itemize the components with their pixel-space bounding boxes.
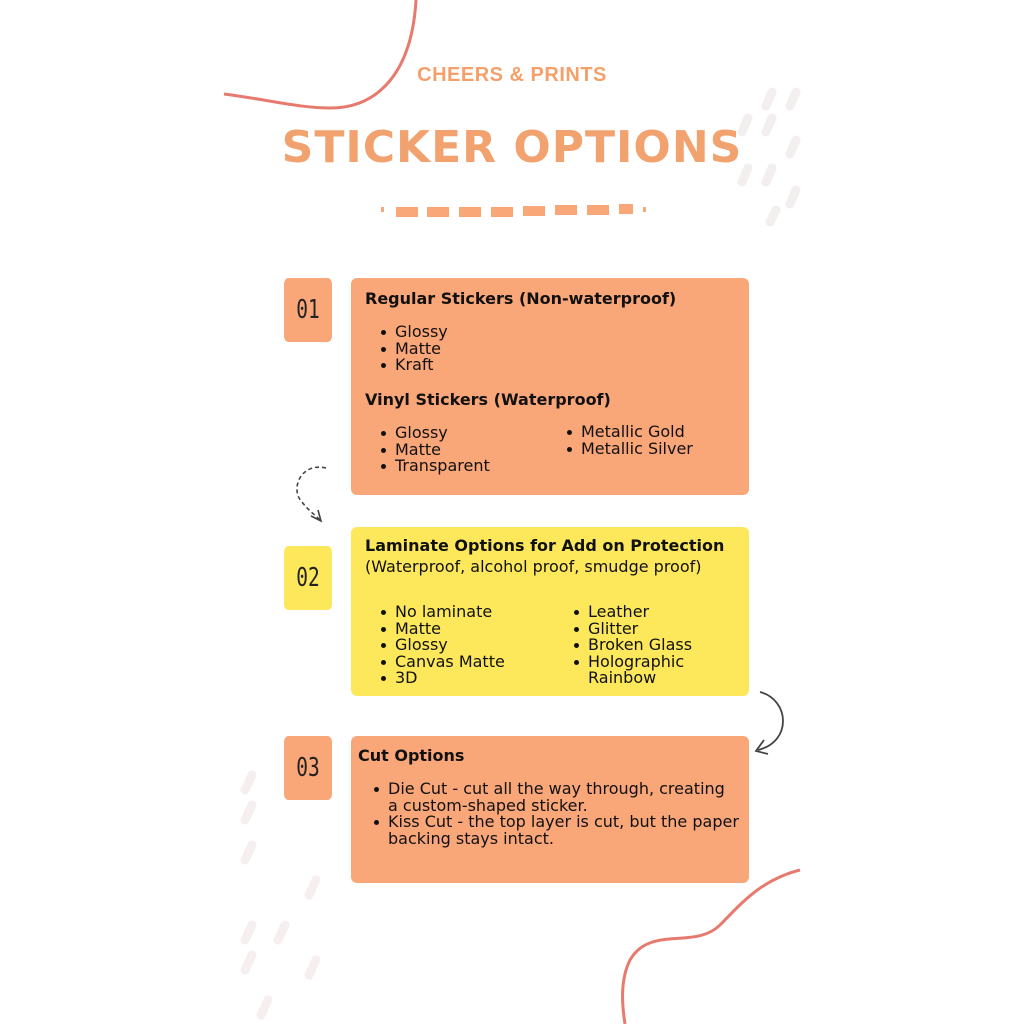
- list-item: Kiss Cut - the top layer is cut, but the paper backing stays intact.: [388, 814, 744, 847]
- list-item: 3D: [395, 670, 505, 687]
- cut-options-list: [388, 781, 744, 847]
- step-number-03: 03: [284, 736, 332, 800]
- list-item: Die Cut - cut all the way through, creating a custom-shaped sticker.: [388, 781, 744, 814]
- list-item: Glossy: [395, 637, 505, 654]
- list-item: Leather: [588, 604, 692, 621]
- vinyl-stickers-list-col2: [581, 424, 693, 457]
- title-dash-underline: [381, 204, 646, 217]
- list-item: Matte: [395, 341, 448, 358]
- laminate-list-col2: [588, 604, 692, 687]
- laminate-list-col1: [395, 604, 505, 687]
- curved-arrow-icon-1: [297, 467, 326, 521]
- cut-options-heading: Cut Options: [358, 746, 465, 765]
- curved-arrow-icon-2: [756, 692, 783, 754]
- list-item: Matte: [395, 621, 505, 638]
- brand-name: CHEERS & PRINTS: [417, 64, 607, 86]
- regular-stickers-list: [395, 324, 448, 374]
- regular-stickers-heading: Regular Stickers (Non-waterproof): [365, 289, 677, 308]
- list-item: Holographic: [588, 654, 692, 671]
- list-item: Metallic Gold: [581, 424, 693, 441]
- list-item: Metallic Silver: [581, 441, 693, 458]
- list-item: Canvas Matte: [395, 654, 505, 671]
- list-item: Broken Glass: [588, 637, 692, 654]
- list-item: Glossy: [395, 425, 490, 442]
- page-title: STICKER OPTIONS: [281, 122, 743, 173]
- list-item: Glitter: [588, 621, 692, 638]
- vinyl-stickers-heading: Vinyl Stickers (Waterproof): [365, 390, 611, 409]
- list-item: Glossy: [395, 324, 448, 341]
- faint-dash-pattern-bottom: [245, 775, 316, 1015]
- squiggle-line-bottom: [623, 870, 800, 1024]
- step-card-01: [351, 278, 749, 495]
- laminate-subheading: (Waterproof, alcohol proof, smudge proof): [365, 557, 702, 576]
- list-item: Transparent: [395, 458, 490, 475]
- list-item: Matte: [395, 442, 490, 459]
- step-number-02: 02: [284, 546, 332, 610]
- squiggle-line-top: [224, 0, 416, 108]
- list-item: Rainbow: [588, 668, 657, 687]
- step-card-02: [351, 527, 749, 696]
- step-number-01: 01: [284, 278, 332, 342]
- vinyl-stickers-list-col1: [395, 425, 490, 475]
- step-card-03: [351, 736, 749, 883]
- laminate-heading: Laminate Options for Add on Protection: [365, 536, 725, 555]
- list-item: Kraft: [395, 357, 448, 374]
- list-item: No laminate: [395, 604, 505, 621]
